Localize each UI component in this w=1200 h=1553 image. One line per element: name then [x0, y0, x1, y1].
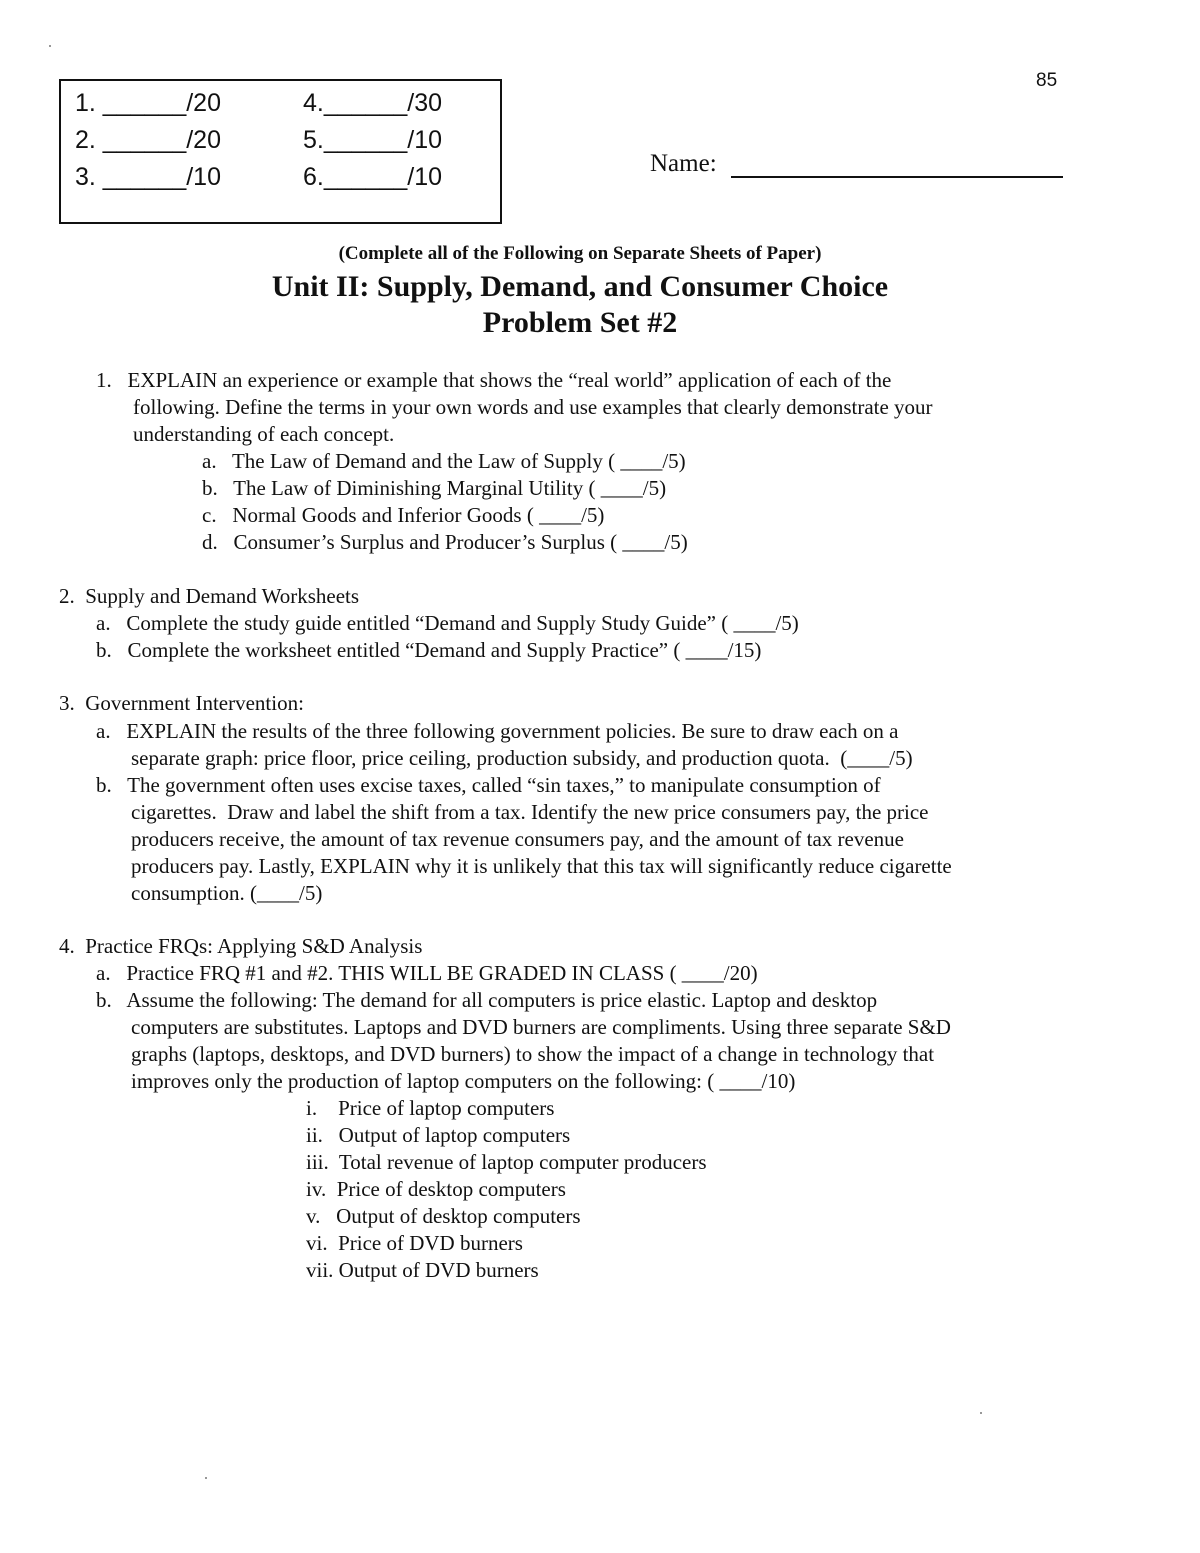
question-1-text: understanding of each concept.: [133, 422, 395, 446]
question-1-item: d. Consumer’s Surplus and Producer’s Surplus ( ____/5): [202, 530, 688, 554]
question-2-item: a. Complete the study guide entitled “Demand and Supply Study Guide” ( ____/5): [96, 611, 799, 635]
question-4-text: graphs (laptops, desktops, and DVD burners) to show the impact of a change in technology that: [131, 1042, 935, 1066]
question-4-heading: 4. Practice FRQs: Applying S&D Analysis: [59, 934, 423, 958]
score-entry: 4.______/30: [303, 89, 443, 117]
question-1-item: a. The Law of Demand and the Law of Supply ( ____/5): [202, 449, 686, 473]
question-4-sub-item: iii. Total revenue of laptop computer producers: [306, 1150, 707, 1174]
question-4-sub-item: vii. Output of DVD burners: [306, 1258, 539, 1282]
question-4-sub-item: i. Price of laptop computers: [306, 1096, 555, 1120]
question-4-sub-item: iv. Price of desktop computers: [306, 1177, 566, 1201]
question-3-text: b. The government often uses excise taxes, called “sin taxes,” to manipulate consumption of: [96, 773, 881, 797]
score-entry: 2. ______/20: [75, 126, 221, 154]
score-entry: 5.______/10: [303, 126, 443, 154]
question-4-text: improves only the production of laptop computers on the following: ( ____/10): [131, 1069, 796, 1093]
question-4-text: computers are substitutes. Laptops and DVD burners are compliments. Using three separate S&D: [131, 1015, 951, 1039]
question-4-sub-item: vi. Price of DVD burners: [306, 1231, 523, 1255]
question-1-text: following. Define the terms in your own words and use examples that clearly demonstrate your: [133, 395, 933, 419]
question-3-text: separate graph: price floor, price ceiling, production subsidy, and production quota. (____/5): [131, 746, 913, 770]
page-title: Unit II: Supply, Demand, and Consumer Choice: [271, 270, 889, 303]
question-1-item: c. Normal Goods and Inferior Goods ( ____/5): [202, 503, 605, 527]
page-number: 85: [1036, 70, 1058, 91]
question-4-sub-item: v. Output of desktop computers: [306, 1204, 581, 1228]
question-3-text: producers receive, the amount of tax revenue consumers pay, and the amount of tax revenue: [131, 827, 905, 851]
question-1-item: b. The Law of Diminishing Marginal Utility ( ____/5): [202, 476, 667, 500]
question-3-text: a. EXPLAIN the results of the three following government policies. Be sure to draw each on a: [96, 719, 899, 743]
name-input-line[interactable]: [731, 176, 1063, 178]
score-entry: 1. ______/20: [75, 89, 221, 117]
question-4-text: b. Assume the following: The demand for all computers is price elastic. Laptop and desktop: [96, 988, 878, 1012]
page-subtitle: Problem Set #2: [482, 306, 678, 339]
name-label: Name:: [650, 150, 717, 177]
score-entry: 3. ______/10: [75, 163, 221, 191]
scan-speck: [980, 1412, 982, 1414]
score-entry: 6.______/10: [303, 163, 443, 191]
question-4-text: a. Practice FRQ #1 and #2. THIS WILL BE GRADED IN CLASS ( ____/20): [96, 961, 758, 985]
question-3-heading: 3. Government Intervention:: [59, 691, 304, 715]
question-2-item: b. Complete the worksheet entitled “Demand and Supply Practice” ( ____/15): [96, 638, 762, 662]
question-3-text: cigarettes. Draw and label the shift from a tax. Identify the new price consumers pay, the price: [131, 800, 929, 824]
question-2-heading: 2. Supply and Demand Worksheets: [59, 584, 360, 608]
question-1-text: 1. EXPLAIN an experience or example that shows the “real world” application of each of the: [96, 368, 892, 392]
scan-speck: [205, 1477, 207, 1479]
scan-speck: [49, 45, 51, 47]
instructions-subheading: (Complete all of the Following on Separate Sheets of Paper): [338, 243, 822, 264]
question-3-text: producers pay. Lastly, EXPLAIN why it is unlikely that this tax will significantly reduce cigarette: [131, 854, 952, 878]
question-3-text: consumption. (____/5): [131, 881, 323, 905]
question-4-sub-item: ii. Output of laptop computers: [306, 1123, 571, 1147]
